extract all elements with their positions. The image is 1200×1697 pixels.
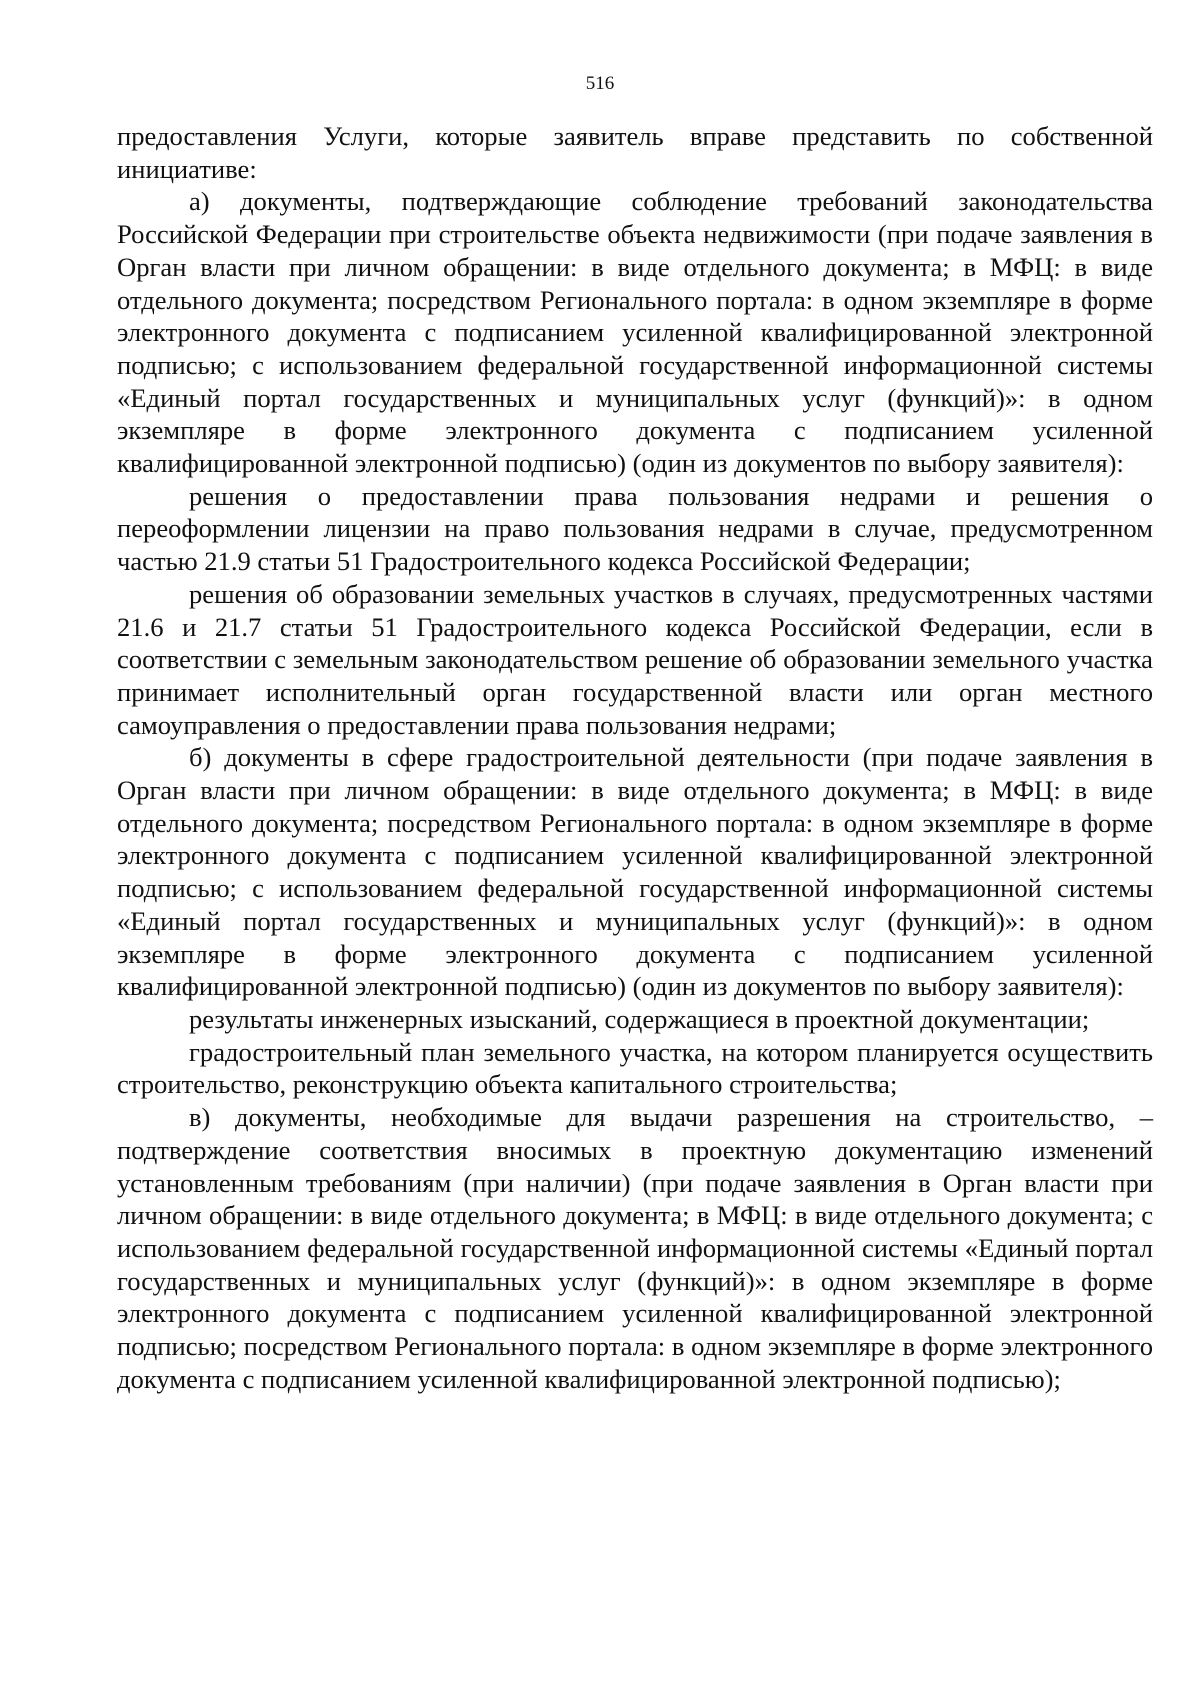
paragraph-item-a: а) документы, подтверждающие соблюдение требований законодательства Российской Федерации при строительстве объекта недвижимости (при подаче заявления в Орган власти при личном обращении: в виде отдельного документа; в МФЦ: в виде отдельного документа; посредством Регионального портала: в одном экземпляре в форме электронного документа с подписанием усиленной квалифицированной электронной подписью; с использованием федеральной государственной информационной системы «Единый портал государственных и муниципальных услуг (функций)»: в одном экземпляре в форме электронного документа с подписанием усиленной квалифицированной электронной подписью) (один из документов по выбору заявителя): xyxy=(117,186,1153,479)
paragraph-continuation: предоставления Услуги, которые заявитель вправе представить по собственной инициативе: xyxy=(117,121,1153,184)
page-number: 516 xyxy=(585,73,615,94)
paragraph-engineering-surveys: результаты инженерных изысканий, содержащиеся в проектной документации; xyxy=(189,1003,1090,1034)
paragraph-item-v: в) документы, необходимые для выдачи разрешения на строительство, – подтверждение соответствия вносимых в проектную документацию изменений установленным требованиям (при наличии) (при подаче заявления в Орган власти при личном обращении: в виде отдельного документа; в МФЦ: в виде отдельного документа; с использованием федеральной государственной информационной системы «Единый портал государственных и муниципальных услуг (функций)»: в одном экземпляре в форме электронного документа с подписанием усиленной квалифицированной электронной подписью; посредством Регионального портала: в одном экземпляре в форме электронного документа с подписанием усиленной квалифицированной электронной подписью); xyxy=(117,1102,1153,1394)
paragraph-subsoil-decision: решения о предоставлении права пользования недрами и решения о переоформлении лицензии на право пользования недрами в случае, предусмотренном частью 21.9 статьи 51 Градостроительного кодекса Российской Федерации; xyxy=(117,480,1153,577)
paragraph-item-b: б) документы в сфере градостроительной деятельности (при подаче заявления в Орган власти при личном обращении: в виде отдельного документа; в МФЦ: в виде отдельного документа; посредством Регионального портала: в одном экземпляре в форме электронного документа с подписанием усиленной квалифицированной электронной подписью; с использованием федеральной государственной информационной системы «Единый портал государственных и муниципальных услуг (функций)»: в одном экземпляре в форме электронного документа с подписанием усиленной квалифицированной электронной подписью) (один из документов по выбору заявителя): xyxy=(117,742,1153,1002)
paragraph-land-plot-decision: решения об образовании земельных участков в случаях, предусмотренных частями 21.6 и 21.7 статьи 51 Градостроительного кодекса Российской Федерации, если в соответствии с земельным законодательством решение об образовании земельного участка принимает исполнительный орган государственной власти или орган местного самоуправления о предоставлении права пользования недрами; xyxy=(117,578,1153,740)
paragraph-urban-plan: градостроительный план земельного участка, на котором планируется осуществить строительство, реконструкцию объекта капитального строительства; xyxy=(117,1036,1153,1100)
document-body xyxy=(117,120,1153,1395)
